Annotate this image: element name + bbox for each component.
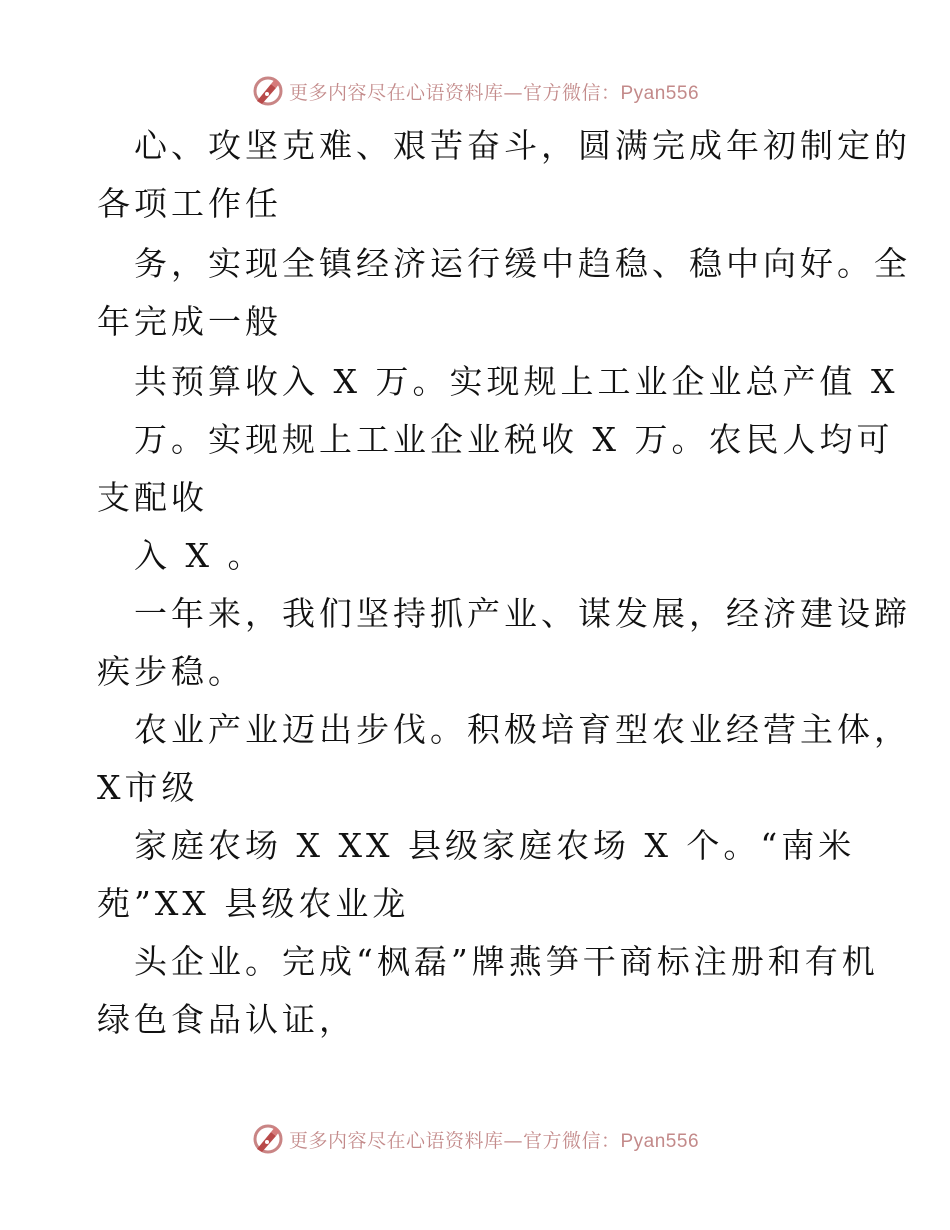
- watermark-text: 更多内容尽在心语资料库—官方微信：Pyan556: [288, 81, 700, 104]
- body-line: 头企业。完成“枫磊”牌燕笋干商标注册和有机: [134, 942, 879, 981]
- body-line: 绿色食品认证，: [97, 1000, 356, 1039]
- pen-logo-icon: [251, 74, 285, 108]
- watermark-text: 更多内容尽在心语资料库—官方微信：Pyan556: [288, 1129, 700, 1152]
- body-line: 疾步稳。: [97, 652, 245, 691]
- body-line: 各项工作任: [97, 184, 282, 223]
- body-line: 心、攻坚克难、艰苦奋斗，圆满完成年初制定的: [134, 126, 911, 165]
- body-line: 务，实现全镇经济运行缓中趋稳、稳中向好。全: [134, 244, 911, 283]
- body-line: 共预算收入 X 万。实现规上工业企业总产值 X: [134, 362, 899, 401]
- body-line: 家庭农场 X XX 县级家庭农场 X 个。“南米: [134, 826, 856, 865]
- body-line: 一年来，我们坚持抓产业、谋发展，经济建设蹄: [134, 594, 911, 633]
- footer-watermark: [0, 1122, 950, 1156]
- body-line: 农业产业迈出步伐。积极培育型农业经营主体，: [134, 710, 911, 749]
- pen-logo-icon: [251, 1122, 285, 1156]
- header-watermark: [0, 74, 950, 108]
- body-line: 支配收: [97, 478, 208, 517]
- body-line: 苑”XX 县级农业龙: [97, 884, 410, 923]
- body-line: 年完成一般: [97, 302, 282, 341]
- body-line: X市级: [97, 768, 199, 807]
- body-line: 入 X 。: [134, 536, 265, 575]
- body-line: 万。实现规上工业企业税收 X 万。农民人均可: [134, 420, 894, 459]
